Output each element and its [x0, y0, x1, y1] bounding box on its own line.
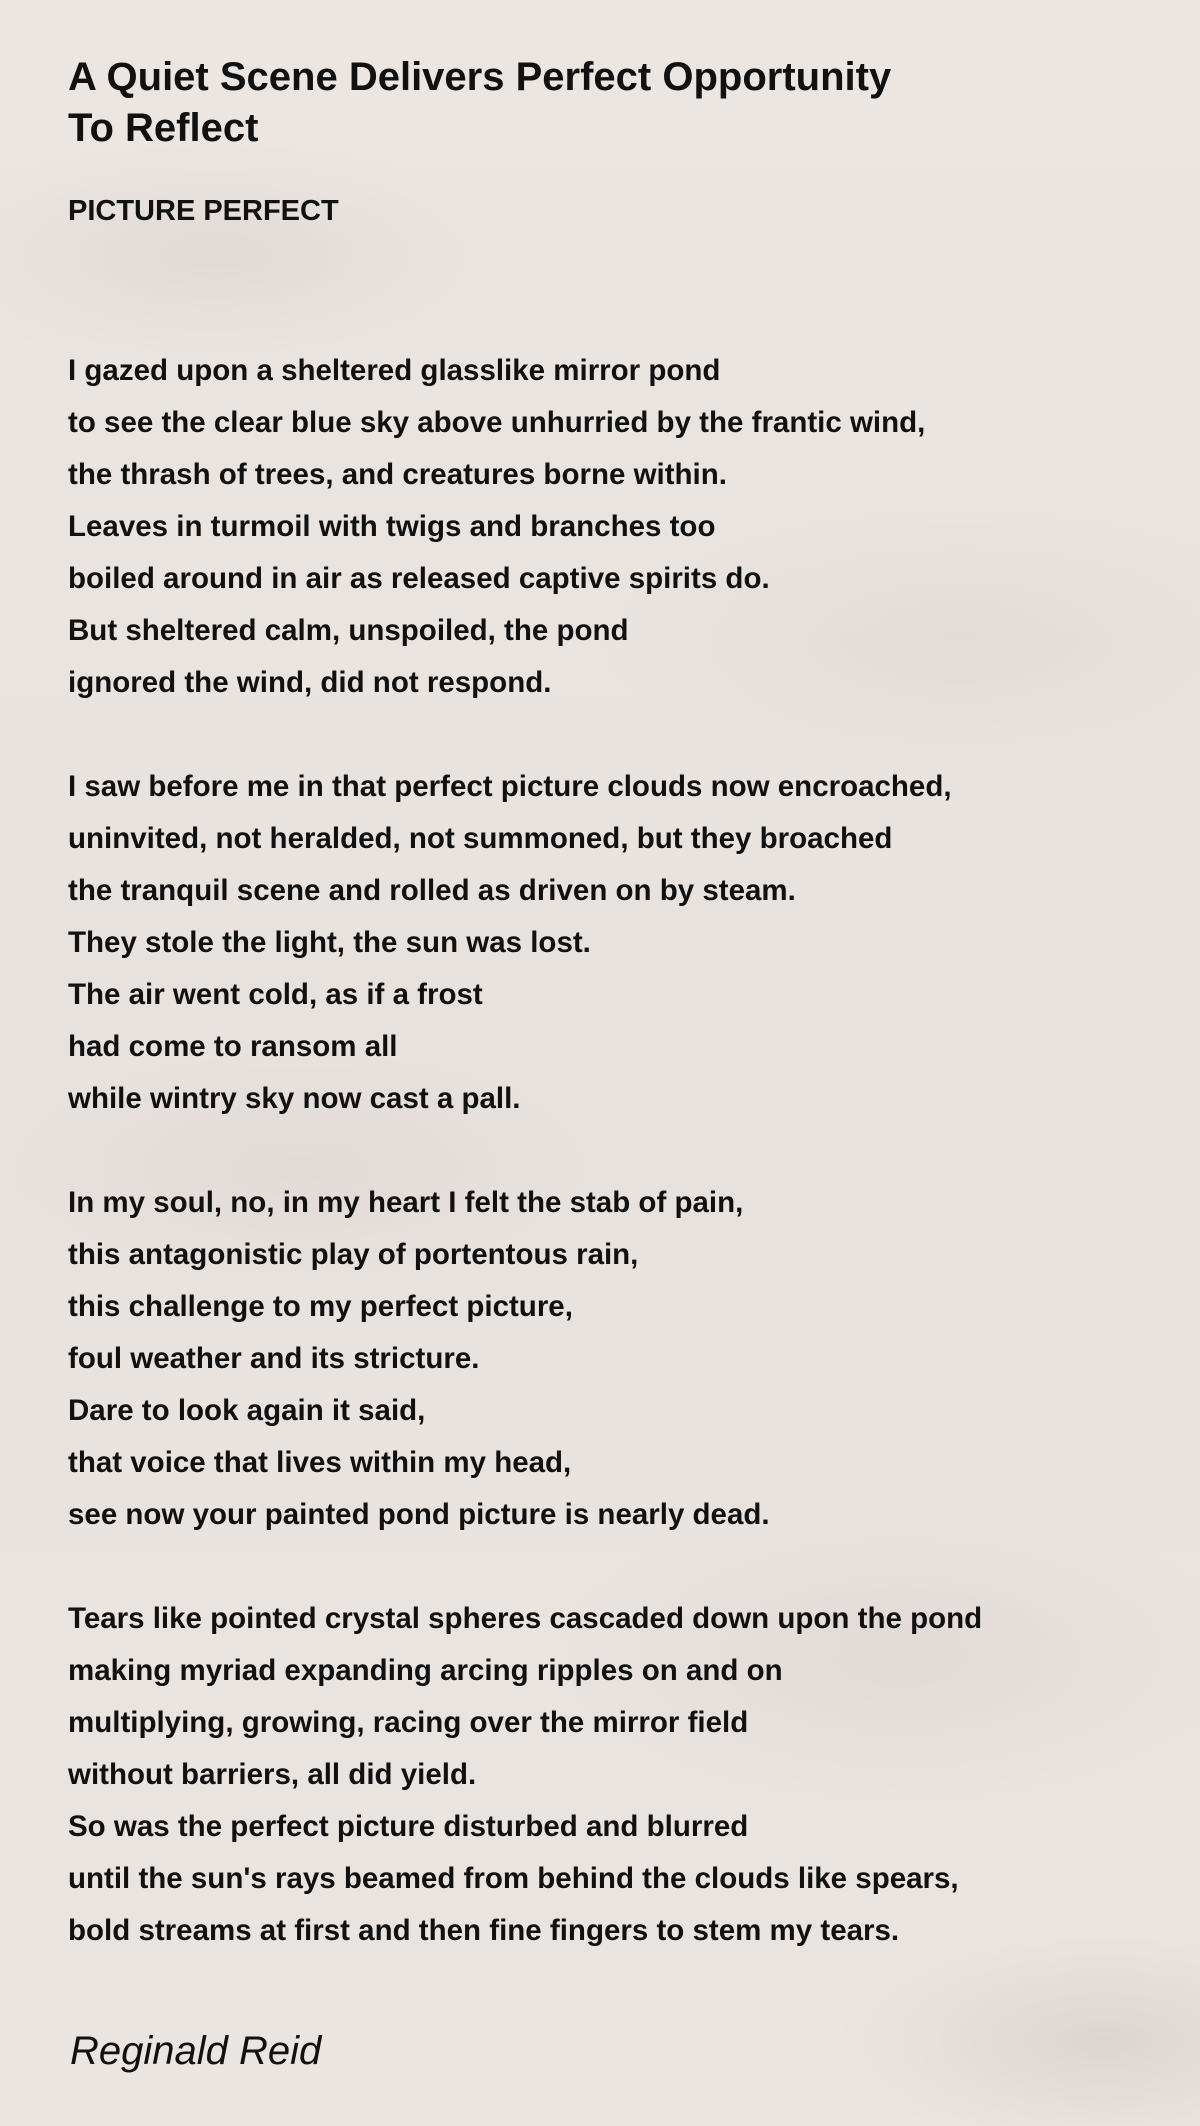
poem-line: Tears like pointed crystal spheres cascaded down upon the pond: [68, 1602, 983, 1635]
poem-line: bold streams at first and then fine fingers to stem my tears.: [68, 1914, 900, 1947]
poem-line: Leaves in turmoil with twigs and branches too: [68, 510, 716, 543]
poem-title: [68, 52, 1148, 154]
poem-line: I gazed upon a sheltered glasslike mirror pond: [68, 354, 721, 387]
poem-line: uninvited, not heralded, not summoned, but they broached: [68, 822, 893, 855]
poem-line: I saw before me in that perfect picture clouds now encroached,: [68, 770, 952, 803]
poem-line: ignored the wind, did not respond.: [68, 666, 552, 699]
stanza-3: [68, 1177, 1148, 1541]
poem-line: multiplying, growing, racing over the mirror field: [68, 1706, 749, 1739]
poem-line: had come to ransom all: [68, 1030, 398, 1063]
poem-page: [68, 52, 1148, 2009]
stanza-2: [68, 761, 1148, 1125]
poem-line: boiled around in air as released captive spirits do.: [68, 562, 770, 595]
poem-line: this antagonistic play of portentous rain,: [68, 1238, 639, 1271]
poem-body: [68, 345, 1148, 1957]
poem-line: foul weather and its stricture.: [68, 1342, 480, 1375]
poem-title-line: A Quiet Scene Delivers Perfect Opportunity: [68, 55, 892, 99]
poem-line: making myriad expanding arcing ripples on and on: [68, 1654, 783, 1687]
poem-line: The air went cold, as if a frost: [68, 978, 483, 1011]
poem-line: But sheltered calm, unspoiled, the pond: [68, 614, 629, 647]
poem-line: this challenge to my perfect picture,: [68, 1290, 573, 1323]
poem-line: until the sun's rays beamed from behind the clouds like spears,: [68, 1862, 959, 1895]
stanza-1: [68, 345, 1148, 709]
poem-line: Dare to look again it said,: [68, 1394, 426, 1427]
poem-line: to see the clear blue sky above unhurried by the frantic wind,: [68, 406, 926, 439]
poem-line: the tranquil scene and rolled as driven on by steam.: [68, 874, 796, 907]
poem-subtitle: PICTURE PERFECT: [68, 195, 339, 227]
poem-line: In my soul, no, in my heart I felt the stab of pain,: [68, 1186, 744, 1219]
stanza-4: [68, 1593, 1148, 1957]
poem-title-line: To Reflect: [68, 106, 259, 150]
poem-line: They stole the light, the sun was lost.: [68, 926, 591, 959]
poem-line: that voice that lives within my head,: [68, 1446, 572, 1479]
poem-author: Reginald Reid: [70, 2029, 322, 2073]
poem-line: So was the perfect picture disturbed and blurred: [68, 1810, 749, 1843]
poem-line: without barriers, all did yield.: [68, 1758, 477, 1791]
poem-line: see now your painted pond picture is nearly dead.: [68, 1498, 770, 1531]
poem-line: the thrash of trees, and creatures borne within.: [68, 458, 727, 491]
poem-line: while wintry sky now cast a pall.: [68, 1082, 521, 1115]
